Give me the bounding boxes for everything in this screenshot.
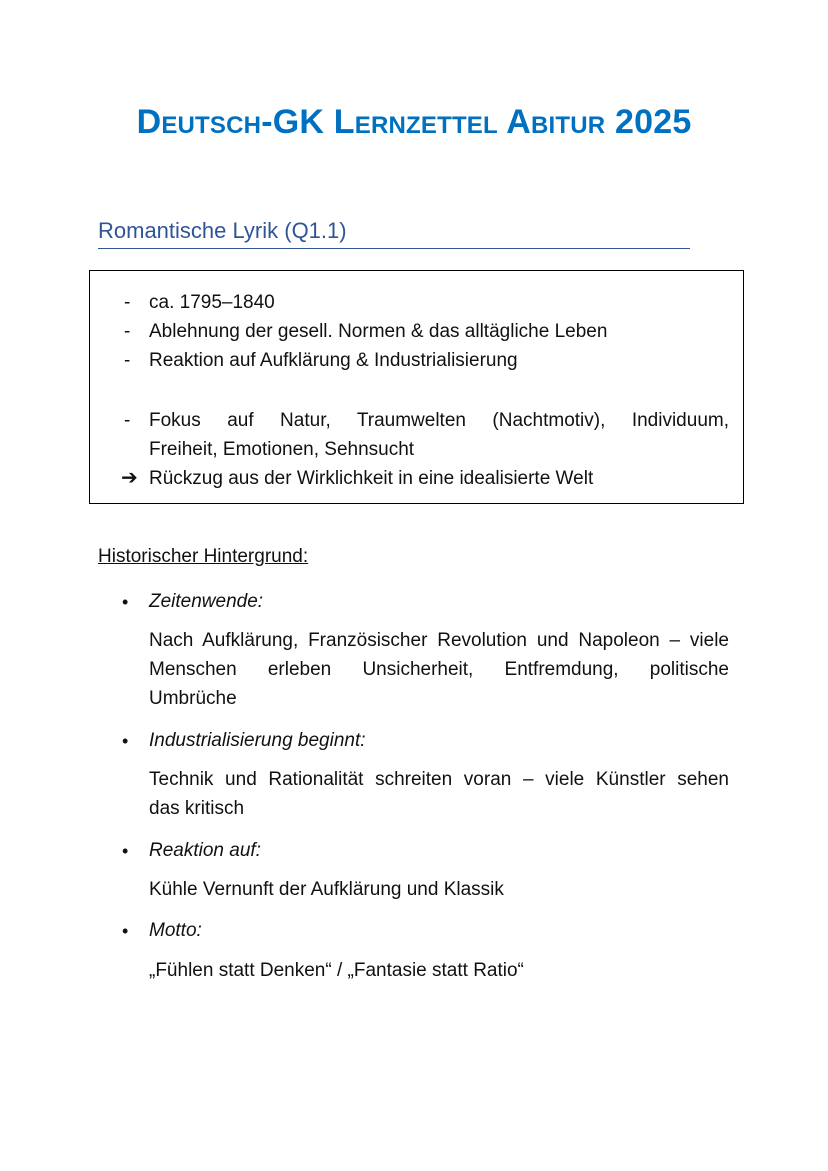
entry-text: Kühle Vernunft der Aufklärung und Klassik <box>149 879 504 900</box>
summary-item-continued: Freiheit, Emotionen, Sehnsucht <box>149 439 415 460</box>
entry-text: Umbrüche <box>149 688 237 709</box>
summary-conclusion: Rückzug aus der Wirklichkeit in eine idealisierte Welt <box>149 468 594 489</box>
entry-term: Reaktion auf: <box>149 840 261 861</box>
list-dash: - <box>124 321 131 342</box>
list-dash: - <box>124 292 131 313</box>
entry-term: Industrialisierung beginnt: <box>149 730 366 751</box>
arrow-right-icon: ➔ <box>121 467 138 489</box>
title-part-gk: -GK <box>261 103 334 141</box>
bullet-icon: • <box>122 731 129 751</box>
summary-item: Ablehnung der gesell. Normen & das alltägliche Leben <box>149 321 608 342</box>
list-dash: - <box>124 350 131 371</box>
entry-text: „Fühlen statt Denken“ / „Fantasie statt Ratio“ <box>149 960 524 981</box>
bullet-icon: • <box>122 841 129 861</box>
entry-text: Menschen erleben Unsicherheit, Entfremdung, politische <box>149 659 729 680</box>
entry-term: Zeitenwende: <box>149 591 264 612</box>
entry-text: das kritisch <box>149 798 245 819</box>
title-part-lernzettel: Lernzettel Abitur <box>333 103 606 141</box>
entry-text: Nach Aufklärung, Französischer Revolution und Napoleon – viele <box>149 630 729 651</box>
bullet-icon: • <box>122 921 129 941</box>
bullet-icon: • <box>122 592 129 612</box>
background-heading: Historischer Hintergrund: <box>98 546 309 567</box>
title-part-deutsch: Deutsch <box>136 103 262 141</box>
page-title <box>0 103 828 142</box>
entry-term: Motto: <box>149 920 202 941</box>
section-heading: Romantische Lyrik (Q1.1) <box>98 218 690 249</box>
entry-text: Technik und Rationalität schreiten voran – viele Künstler sehen <box>149 769 729 790</box>
summary-item: ca. 1795–1840 <box>149 292 275 313</box>
summary-item: Fokus auf Natur, Traumwelten (Nachtmotiv), Individuum, <box>149 410 729 431</box>
title-part-year: 2025 <box>605 103 692 141</box>
list-dash: - <box>124 410 131 431</box>
summary-item: Reaktion auf Aufklärung & Industrialisierung <box>149 350 518 371</box>
